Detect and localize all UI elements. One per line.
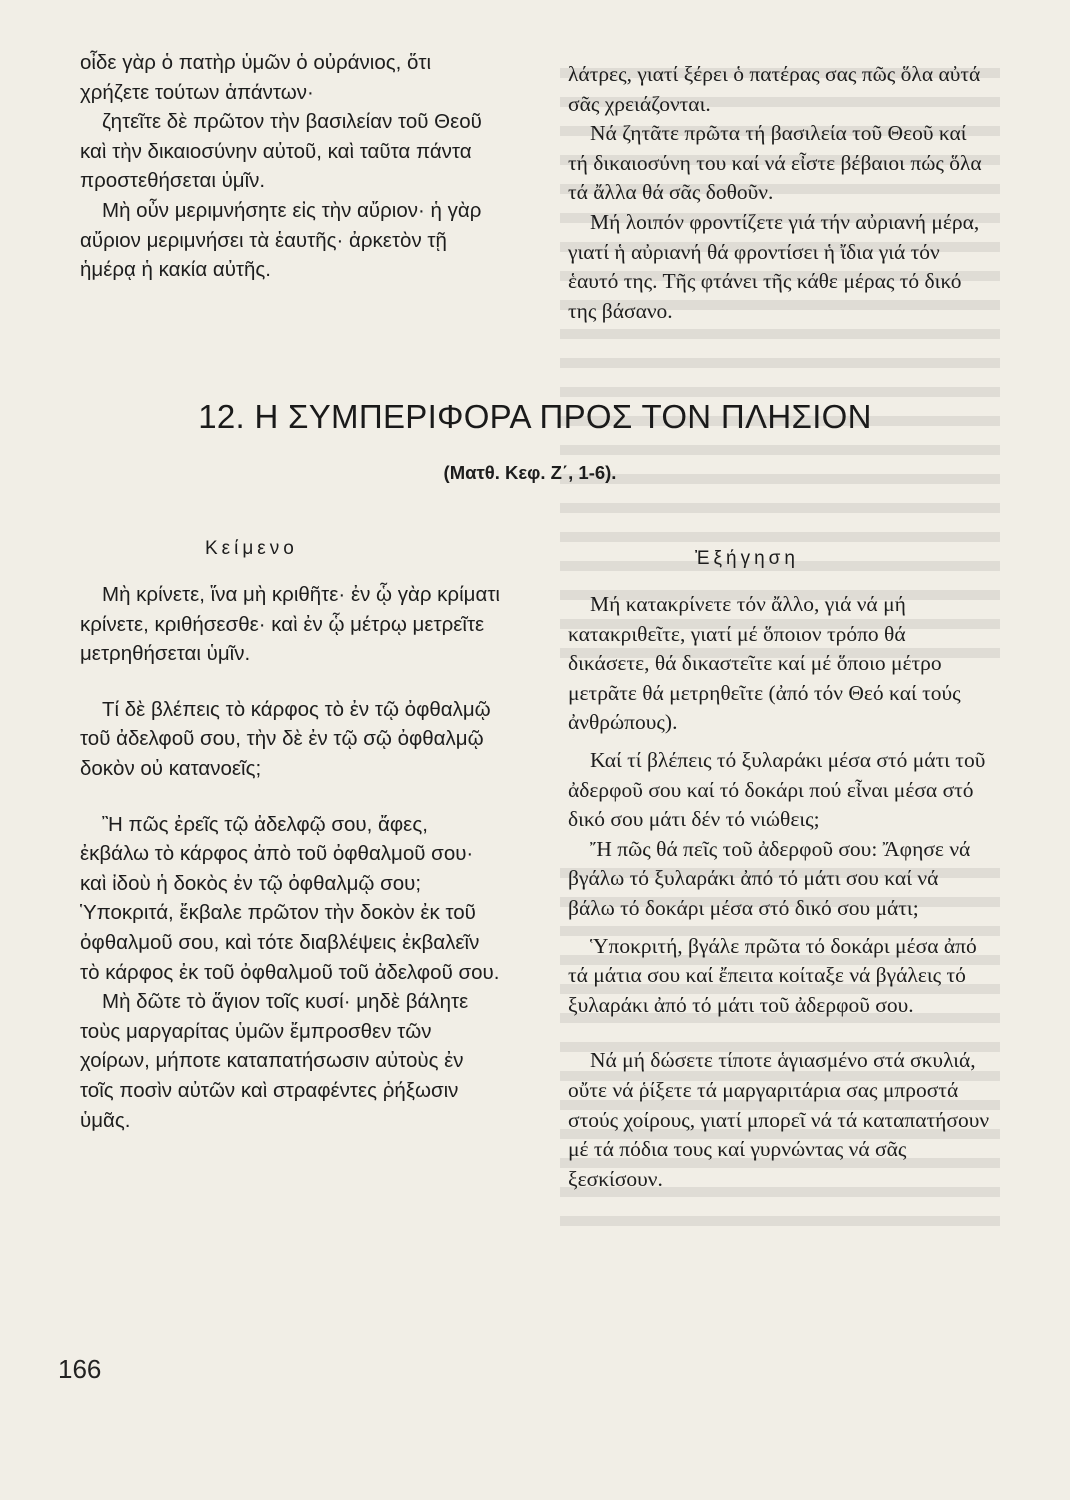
paragraph: Καί τί βλέπεις τό ξυλαράκι μέσα στό μάτι τοῦ ἀδερφοῦ σου καί τό δοκάρι πού εἶναι μέσα στό δικό σου μάτι δέν τό νιώθεις; [568, 747, 986, 832]
paragraph: Νά μή δώσετε τίποτε ἁγιασμένο στά σκυλιά, οὔτε νά ῥίξετε τά μαργαριτάρια σας μπροστά στούς χοίρους, γιατί μπορεῖ νά τά καταπατήσουν μέ τά πόδια τους καί γυρνώντας νά σᾶς ξεσκίσουν. [568, 1048, 990, 1191]
paragraph: Μὴ οὖν μεριμνήσητε εἰς τὴν αὔριον· ἡ γὰρ αὔριον μεριμνήσει τὰ ἑαυτῆς· ἀρκετὸν τῇ ἡμέρᾳ ἡ κακία αὐτῆς. [80, 198, 482, 282]
explanation-column [568, 590, 990, 1194]
paragraph: λάτρες, γιατί ξέρει ὁ πατέρας σας πῶς ὅλα αὐτά σᾶς χρειάζονται. [568, 62, 981, 116]
paragraph: οἶδε γὰρ ὁ πατὴρ ὑμῶν ὁ οὐράνιος, ὅτι χρήζετε τούτων ἁπάντων· [80, 51, 432, 104]
paragraph: Ἢ πῶς ἐρεῖς τῷ ἀδελφῷ σου, ἄφες, ἐκβάλω τὸ κάρφος ἀπὸ τοῦ ὀφθαλμοῦ σου· καὶ ἰδοὺ ἡ δοκὸς ἐν τῷ ὀφθαλμῷ σου; Ὑποκριτά, ἔκβαλε πρῶτον τὴν δοκὸν ἐκ τοῦ ὀφθαλμοῦ σου, καὶ τότε διαβλέψεις ἐκβαλεῖν τὸ κάρφος ἐκ τοῦ ὀφθαλμοῦ τοῦ ἀδελφοῦ σου. [80, 812, 500, 984]
top-right-text [568, 60, 990, 326]
paragraph: ζητεῖτε δὲ πρῶτον τὴν βασιλείαν τοῦ Θεοῦ καὶ τὴν δικαιοσύνην αὐτοῦ, καὶ ταῦτα πάντα προστεθήσεται ὑμῖν. [80, 110, 482, 193]
paragraph: Ἤ πῶς θά πεῖς τοῦ ἀδερφοῦ σου: Ἄφησε νά βγάλω τό ξυλαράκι ἀπό τό μάτι σου καί νά βάλω τό δοκάρι μέσα στό δικό σου μάτι; [568, 836, 971, 920]
top-left-text [80, 48, 500, 285]
paragraph: Νά ζητᾶτε πρῶτα τή βασιλεία τοῦ Θεοῦ καί τή δικαιοσύνη του καί νά εἶστε βέβαιοι πώς ὅλα τά ἄλλα θά σᾶς δοθοῦν. [568, 121, 982, 205]
paragraph: Μὴ δῶτε τὸ ἅγιον τοῖς κυσί· μηδὲ βάλητε τοὺς μαργαρίτας ὑμῶν ἔμπροσθεν τῶν χοίρων, μήποτε καταπατήσωσιν αὐτοὺς ἐν τοῖς ποσὶν αὐτῶν καὶ στραφέντες ῥήξωσιν ὑμᾶς. [80, 990, 469, 1132]
paragraph: Μή κατακρίνετε τόν ἄλλο, γιά νά μή κατακριθεῖτε, γιατί μέ ὅποιον τρόπο θά δικάσετε, θά δικαστεῖτε καί μέ ὅποιο μέτρο μετρᾶτε θά μετρηθεῖτε (ἀπό τόν Θεό καί τούς ἀνθρώπους). [568, 592, 961, 735]
page-number: 166 [58, 1354, 102, 1384]
paragraph: Τί δὲ βλέπεις τὸ κάρφος τὸ ἐν τῷ ὀφθαλμῷ τοῦ ἀδελφοῦ σου, τὴν δὲ ἐν τῷ σῷ ὀφθαλμῷ δοκὸν οὐ κατανοεῖς; [80, 697, 491, 780]
paragraph: Μὴ κρίνετε, ἵνα μὴ κριθῆτε· ἐν ᾧ γὰρ κρίματι κρίνετε, κριθήσεσθε· καὶ ἐν ᾧ μέτρῳ μετρεῖτε μετρηθήσεται ὑμῖν. [80, 583, 500, 666]
explanation-column-heading: Ἐξήγηση [695, 548, 799, 569]
scripture-reference: (Ματθ. Κεφ. Ζ΄, 1-6). [443, 462, 617, 483]
section-title: 12. Η ΣΥΜΠΕΡΙΦΟΡΑ ΠΡΟΣ ΤΟΝ ΠΛΗΣΙΟΝ [198, 398, 872, 435]
paragraph: Ὑποκριτή, βγάλε πρῶτα τό δοκάρι μέσα ἀπό τά μάτια σου καί ἔπειτα κοίταξε νά βγάλεις τό ξυλαράκι ἀπό τό μάτι τοῦ ἀδερφοῦ σου. [568, 933, 977, 1017]
paragraph: Μή λοιπόν φροντίζετε γιά τήν αὐριανή μέρα, γιατί ἡ αὐριανή θά φροντίσει ἡ ἴδια γιά τόν ἑαυτό της. Τῆς φτάνει τῆς κάθε μέρας τό δικό της βάσανο. [568, 209, 980, 323]
original-text-column [80, 580, 500, 1135]
text-column-heading: Κείμενο [205, 538, 298, 559]
